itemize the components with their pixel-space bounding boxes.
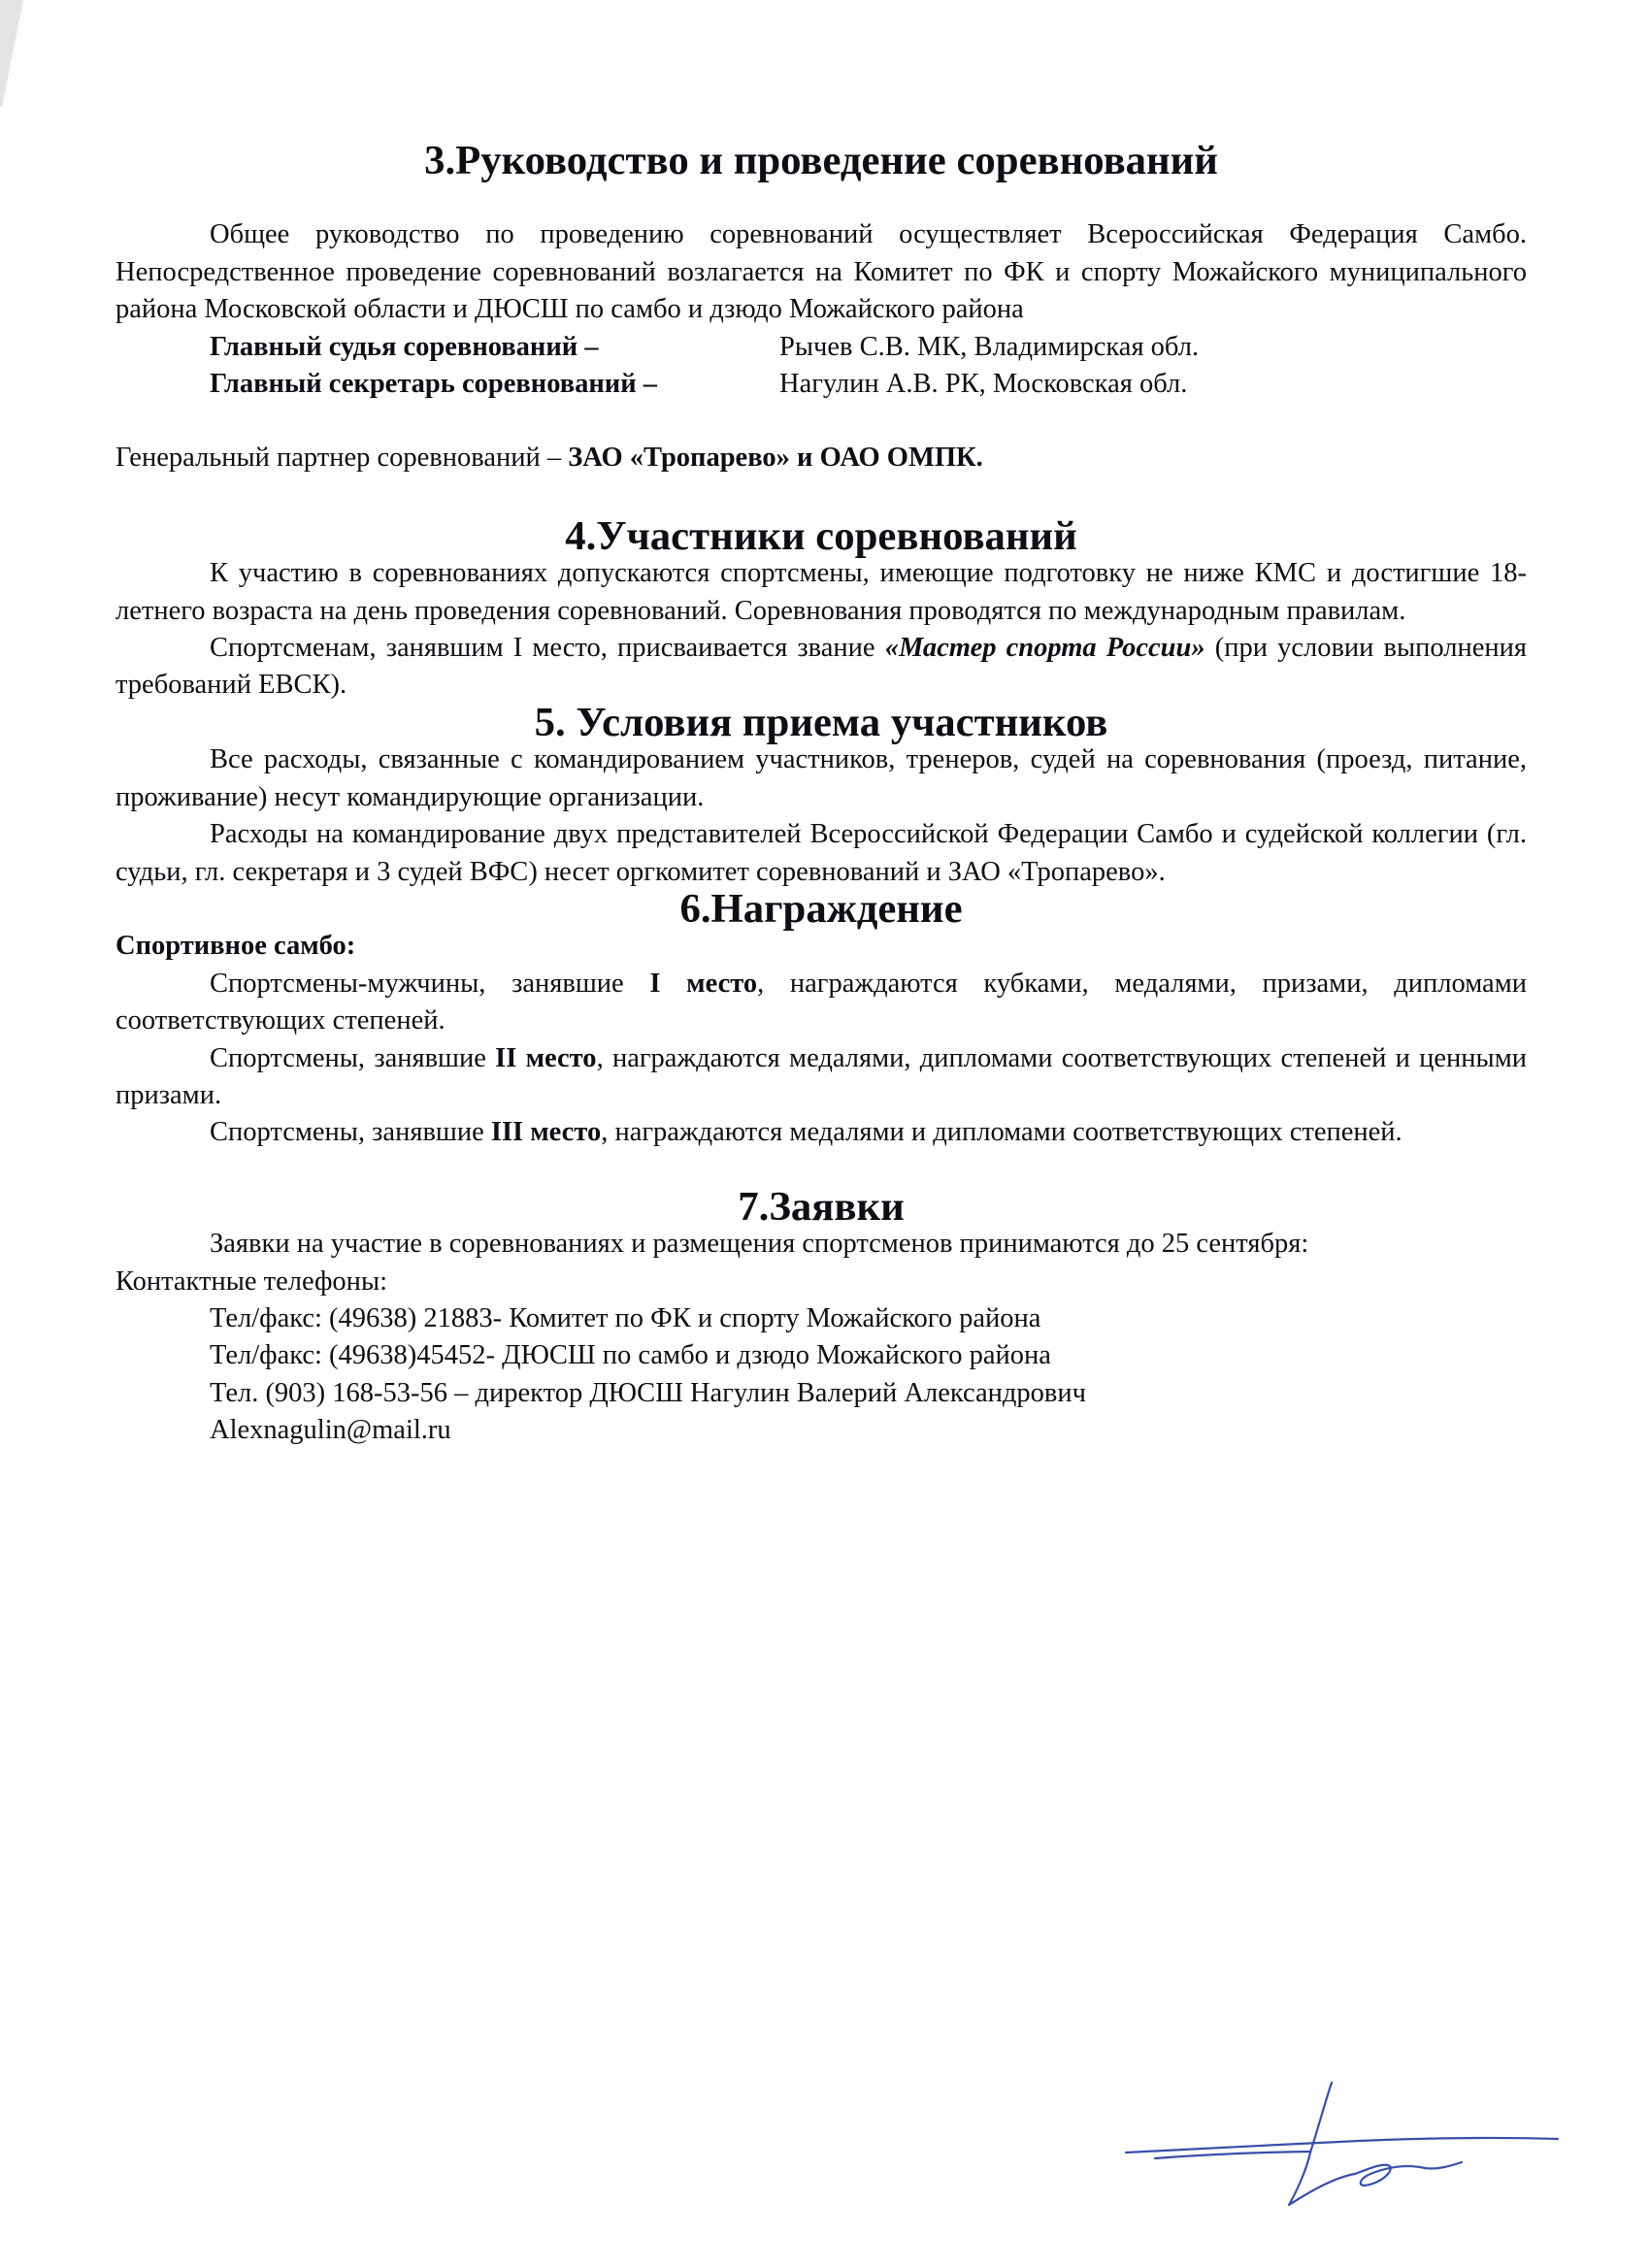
- contact-line: Тел/факс: (49638) 21883- Комитет по ФК и спорту Можайского района: [210, 1302, 1041, 1333]
- section-4-paragraph-1: К участию в соревнованиях допускаются спортсмены, имеющие подготовку не ниже КМС и достигшие 18-летнего возраста на день проведения соревнований. Соревнования проводятся по международным правилам.: [116, 558, 1527, 626]
- contact-line: Тел/факс: (49638)45452- ДЮСШ по самбо и дзюдо Можайского района: [210, 1340, 1051, 1371]
- a3-before: Спортсмены, занявшие: [210, 1117, 491, 1148]
- a2-after: , награждаются медалями, дипломами соответствующих степеней и ценными призами.: [116, 1042, 1527, 1110]
- section-3-title: 3.Руководство и проведение соревнований: [424, 138, 1218, 183]
- master-of-sport-title: «Мастер спорта России»: [884, 633, 1205, 664]
- section-4-title: 4.Участники соревнований: [565, 512, 1077, 559]
- chief-secretary-role: Главный секретарь соревнований –: [210, 369, 658, 400]
- a1-after: , награждаются кубками, медалями, призами, дипломами соответствующих степеней.: [116, 968, 1527, 1036]
- chief-judge-role: Главный судья соревнований –: [210, 331, 599, 362]
- chief-secretary-value: Нагулин А.В. РК, Московская обл.: [779, 369, 1188, 400]
- section-7-paragraph: Заявки на участие в соревнованиях и размещения спортсменов принимаются до 25 сентября:: [210, 1229, 1309, 1260]
- general-partner-line: [116, 440, 1527, 477]
- scan-edge-mark: [0, 0, 39, 116]
- sport-sambo-subtitle: Спортивное самбо:: [116, 931, 356, 962]
- contacts-label: Контактные телефоны:: [116, 1265, 388, 1297]
- contact-email: Alexnagulin@mail.ru: [210, 1415, 451, 1446]
- a3-after: , награждаются медалями и дипломами соответствующих степеней.: [601, 1117, 1402, 1148]
- s4-p2-after: (при условии выполнения требований ЕВСК).: [116, 633, 1528, 701]
- contact-line: Тел. (903) 168-53-56 – директор ДЮСШ Нагулин Валерий Александрович: [210, 1377, 1086, 1408]
- award-third-place: [116, 1114, 1527, 1151]
- partner-prefix: Генеральный партнер соревнований –: [116, 443, 569, 474]
- chief-judge-value: Рычев С.В. МК, Владимирская обл.: [779, 331, 1200, 362]
- chief-secretary-row: [116, 366, 1527, 403]
- section-6-title: 6.Награждение: [679, 885, 963, 932]
- section-4-paragraph-2: [116, 630, 1527, 705]
- chief-judge-row: [116, 329, 1527, 366]
- section-3-paragraph: Общее руководство по проведению соревнований осуществляет Всероссийская Федерация Самбо. Непосредственное проведение соревнований возлагается на Комитет по ФК и спорту Можайского муниципального района Московской области и ДЮСШ по самбо и дзюдо Можайского района: [116, 219, 1527, 325]
- section-7-title: 7.Заявки: [738, 1183, 905, 1230]
- document-body: [116, 138, 1528, 1450]
- a3-place: III место: [490, 1117, 602, 1148]
- a1-before: Спортсмены-мужчины, занявшие: [210, 968, 650, 999]
- partner-name: ЗАО «Тропарево» и ОАО ОМПК.: [568, 443, 983, 474]
- a1-place: I место: [649, 968, 758, 999]
- a2-place: II место: [495, 1042, 597, 1073]
- section-5-paragraph-1: Все расходы, связанные с командированием участников, тренеров, судей на соревнования (проезд, питание, проживание) несут командирующие организации.: [116, 744, 1527, 812]
- section-5-title: 5. Условия приема участников: [534, 699, 1108, 745]
- a2-before: Спортсмены, занявшие: [210, 1042, 496, 1073]
- award-first-place: [116, 966, 1527, 1040]
- handwritten-signature: [1116, 2077, 1563, 2213]
- award-second-place: [116, 1040, 1527, 1115]
- s4-p2-before: Спортсменам, занявшим I место, присваивается звание: [210, 633, 885, 664]
- section-5-paragraph-2: Расходы на командирование двух представителей Всероссийской Федерации Самбо и судейской коллегии (гл. судьи, гл. секретаря и 3 судей ВФС) несет оргкомитет соревнований и ЗАО «Тропарево».: [116, 819, 1527, 887]
